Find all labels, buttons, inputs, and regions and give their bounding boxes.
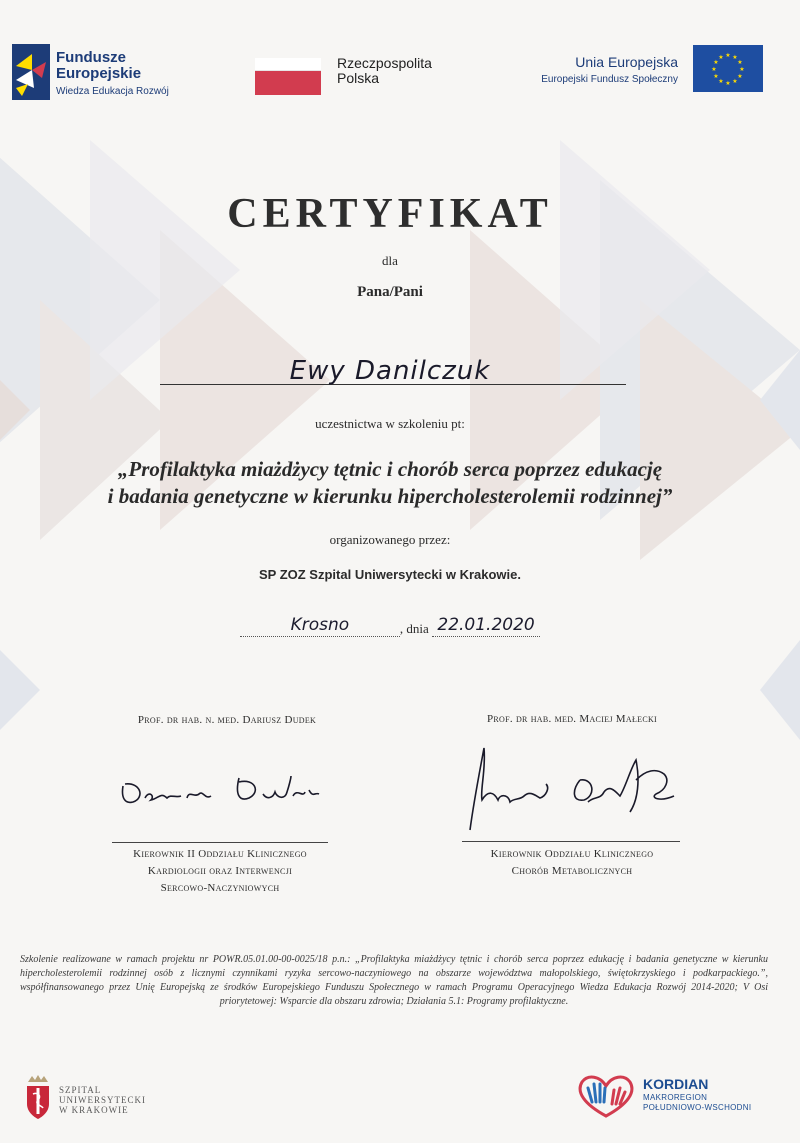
for-label: dla [382, 253, 398, 268]
course-title [0, 456, 780, 510]
rp-line2: Polska [337, 70, 380, 86]
szpital-line2: UNIWERSYTECKI [59, 1095, 146, 1105]
szpital-line1: SZPITAL [59, 1085, 102, 1095]
fundusze-europejskie-text [56, 50, 169, 97]
left-role-line3: Sercowo-Naczyniowych [160, 882, 280, 894]
eu-subtitle: Europejski Fundusz Społeczny [541, 74, 678, 85]
participation-label: uczestnictwa w szkoleniu pt: [315, 416, 465, 431]
svg-text:★: ★ [737, 59, 743, 66]
svg-text:★: ★ [718, 54, 724, 61]
svg-text:★: ★ [725, 80, 731, 87]
date-label: , dnia [399, 621, 429, 636]
kordian-sub-line2: POŁUDNIOWO-WSCHODNI [643, 1103, 752, 1112]
svg-text:★: ★ [732, 54, 738, 61]
date-field [432, 615, 540, 637]
left-signatory-role [100, 846, 340, 897]
right-signatory-role [452, 846, 692, 880]
svg-text:★: ★ [725, 52, 731, 59]
right-signature-line [462, 841, 680, 842]
kordian-title: KORDIAN [643, 1076, 709, 1092]
kordian-hands-logo [574, 1072, 638, 1118]
szpital-crest-logo [24, 1074, 52, 1120]
szpital-line3: W KRAKOWIE [59, 1105, 129, 1115]
place-value: Krosno [290, 615, 350, 635]
left-signature-mark [115, 768, 325, 818]
salutation: Pana/Pani [357, 284, 423, 300]
eu-title: Unia Europejska [575, 54, 678, 70]
left-role-line1: Kierownik II Oddziału Klinicznego [133, 848, 307, 860]
course-line1: „Profilaktyka miażdżycy tętnic i chorób serca poprzez edukację [117, 457, 663, 481]
rp-line1: Rzeczpospolita [337, 55, 432, 71]
eu-text [520, 54, 678, 85]
left-role-line2: Kardiologii oraz Interwencji [147, 865, 293, 877]
svg-text:★: ★ [737, 73, 743, 80]
course-line2: i badania genetyczne w kierunku hipercholesterolemii rodzinnej” [107, 484, 673, 508]
right-signature-mark [460, 740, 690, 835]
rp-text [337, 56, 432, 86]
svg-text:★: ★ [711, 66, 717, 73]
svg-text:★: ★ [739, 66, 745, 73]
right-signatory-name: Prof. dr hab. med. Maciej Małecki [486, 713, 658, 725]
place-field [240, 615, 400, 637]
place-date-row [0, 615, 780, 637]
svg-text:★: ★ [718, 78, 724, 85]
fe-title-line2: Europejskie [56, 65, 142, 82]
project-footnote: Szkolenie realizowane w ramach projektu nr POWR.05.01.00-00-0025/18 p.n.: „Profilaktyka miażdżycy tętnic i chorób serca poprzez edukację i badania genetyczne w kierunku hipercholesterolemii rodzinnej osób z licznymi czynnikami ryzyka sercowo-naczyniowego na obszarze województwa małopolskiego, świętokrzyskiego i podkarpackiego.”, współfinansowanego przez Unię Europejską ze środków Europejskiego Funduszu Społecznego w ramach Programu Operacyjnego Wiedza Edukacja Rozwój 2014-2020; V Osi priorytetowej: Wsparcie dla obszaru zdrowia; Działania 5.1: Programy profilaktyczne. [20, 954, 768, 1007]
polish-flag-white [255, 58, 321, 70]
eu-flag-icon [693, 45, 763, 92]
fundusze-europejskie-logo [12, 44, 50, 100]
recipient-name: Ewy Danilczuk [289, 356, 491, 386]
organized-label: organizowanego przez: [329, 532, 451, 547]
organizer: SP ZOZ Szpital Uniwersytecki w Krakowie. [258, 567, 521, 582]
kordian-sub-line1: MAKROREGION [643, 1093, 708, 1102]
left-signature-line [112, 842, 328, 843]
date-value: 22.01.2020 [437, 615, 535, 635]
left-signatory-name: Prof. dr hab. n. med. Dariusz Dudek [137, 714, 317, 726]
polish-flag-icon [255, 70, 321, 95]
svg-text:★: ★ [713, 59, 719, 66]
certificate-title: CERTYFIKAT [227, 191, 553, 237]
fe-subtitle: Wiedza Edukacja Rozwój [56, 86, 169, 97]
szpital-text [59, 1085, 146, 1115]
svg-text:★: ★ [732, 78, 738, 85]
fe-title-line1: Fundusze [56, 49, 126, 66]
svg-text:★: ★ [713, 73, 719, 80]
right-role-line2: Chorób Metabolicznych [511, 865, 633, 877]
kordian-subtitle [643, 1093, 751, 1113]
right-role-line1: Kierownik Oddziału Klinicznego [490, 848, 654, 860]
